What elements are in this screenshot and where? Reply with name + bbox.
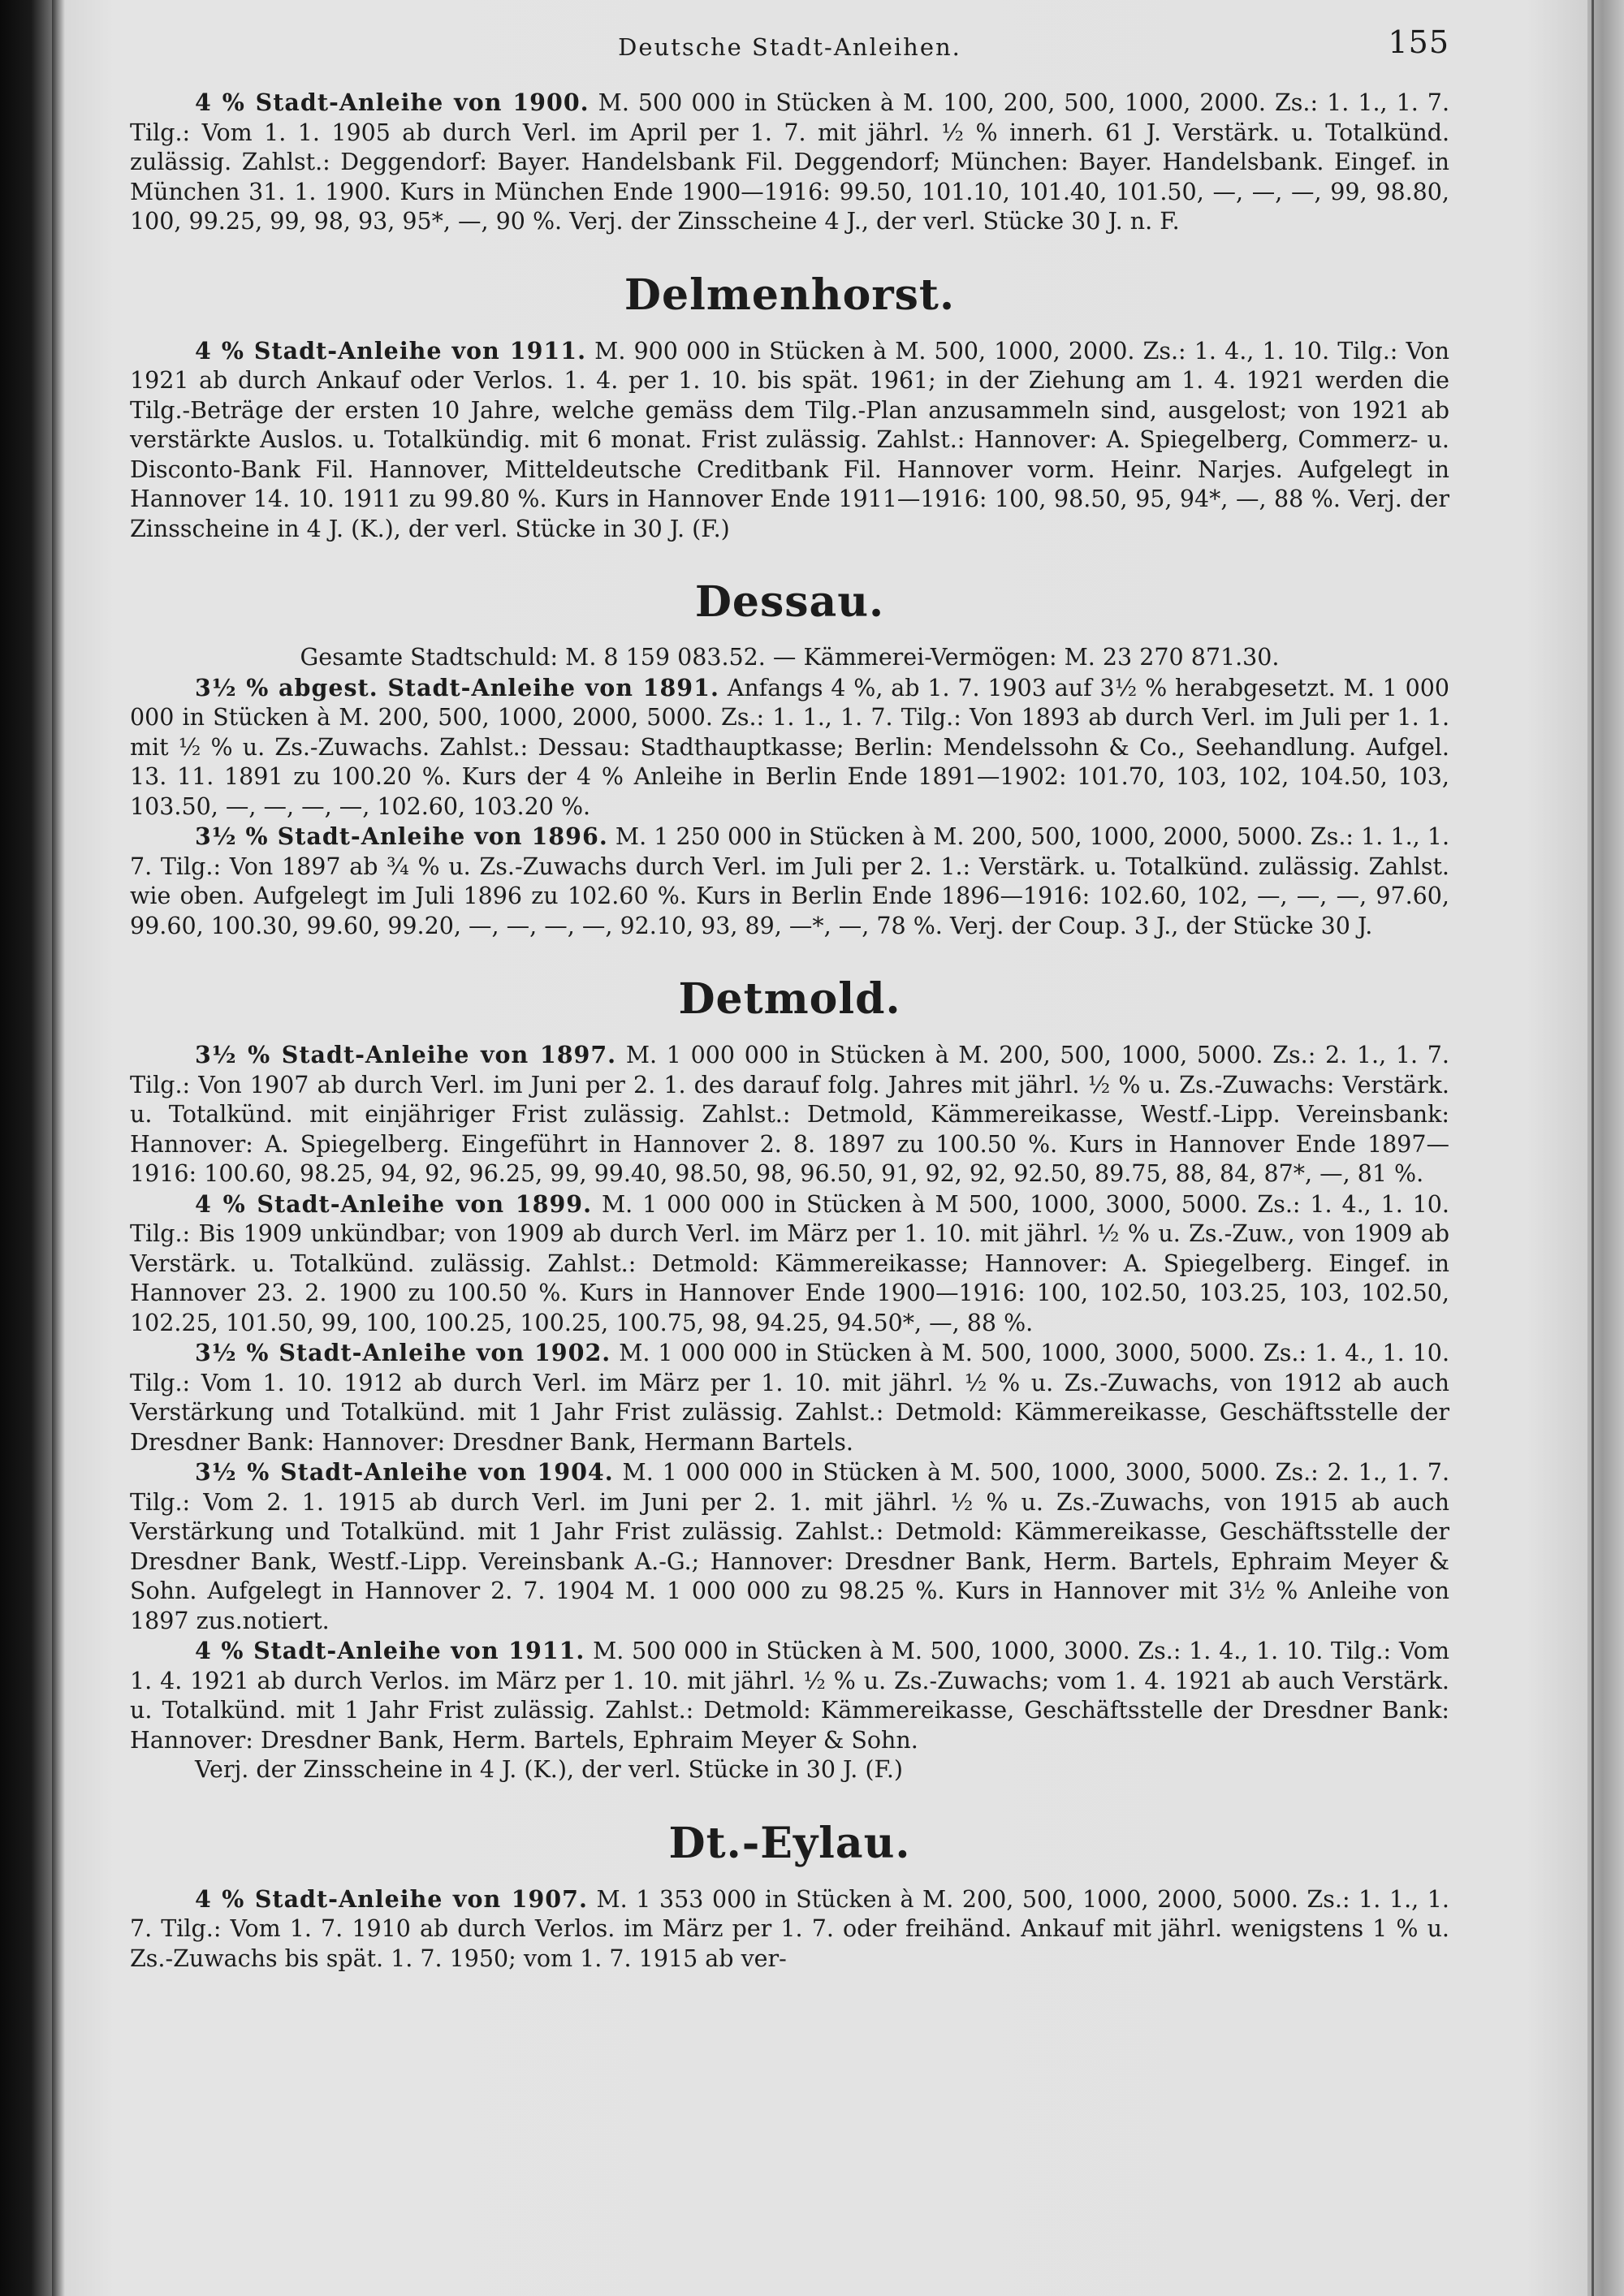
bond-entry — [130, 336, 1449, 545]
book-spine-shadow — [0, 0, 52, 2296]
bond-entry — [130, 1636, 1449, 1755]
bond-body: M. 1 250 000 in Stücken à M. 200, 500, 1000, 2000, 5000. Zs.: 1. 1., 1. 7. Tilg.: Von 1897 ab ¾ % u. Zs.-Zuwachs durch Verl. im Juli per 2. 1.: Verstärk. u. Totalkünd. zulässig. Zahlst. wie oben. Aufgelegt im Juli 1896 zu 102.60 %. Kurs in Berlin Ende 1896—1916: 102.60, 102, —, —, —, 97.60, 99.60, 100.30, 99.60, 99.20, —, —, —, —, 92.10, 93, 89, —*, —, 78 %. Verj. der Coup. 3 J., der Stücke 30 J. — [130, 823, 1450, 939]
bond-body: Anfangs 4 %, ab 1. 7. 1903 auf 3½ % herabgesetzt. M. 1 000 000 in Stücken à M. 200, 500, 1000, 2000, 5000. Zs.: 1. 1., 1. 7. Tilg.: Von 1893 ab durch Verl. im Juli per 1. 1. mit ½ % u. Zs.-Zuwachs. Zahlst.: Dessau: Stadthauptkasse; Berlin: Mendelssohn & Co., Seehandlung. Aufgel. 13. 11. 1891 zu 100.20 %. Kurs der 4 % Anleihe in Berlin Ende 1891—1902: 101.70, 103, 102, 104.50, 103, 103.50, —, —, —, —, 102.60, 103.20 %. — [130, 674, 1449, 820]
bond-title: 4 % Stadt-Anleihe von 1911. — [195, 1637, 585, 1664]
bond-entry — [130, 1189, 1449, 1339]
bond-title: 4 % Stadt-Anleihe von 1900. — [195, 88, 590, 116]
bond-body: M. 1 353 000 in Stücken à M. 200, 500, 1000, 2000, 5000. Zs.: 1. 1., 1. 7. Tilg.: Vom 1. 7. 1910 ab durch Verlos. im März per 1. 7. oder freihänd. Ankauf mit jährl. wenigstens 1 % u. Zs.-Zuwachs bis spät. 1. 7. 1950; vom 1. 7. 1915 ab ver- — [130, 1885, 1449, 1972]
bond-entry — [130, 1457, 1449, 1636]
bond-body: M. 1 000 000 in Stücken à M 500, 1000, 3000, 5000. Zs.: 1. 4., 1. 10. Tilg.: Bis 1909 unkündbar; von 1909 ab durch Verl. im März per 1. 10. mit jährl. ½ % u. Zs.-Zuw., von 1909 ab Verstärk. u. Totalkünd. zulässig. Zahlst.: Detmold: Kämmereikasse; Hannover: A. Spiegelberg. Eingef. in Hannover 23. 2. 1900 zu 100.50 %. Kurs in Hannover Ende 1900—1916: 100, 102.50, 103.25, 103, 102.50, 102.25, 101.50, 99, 100, 100.25, 100.25, 100.75, 98, 94.25, 94.50*, —, 88 %. — [130, 1190, 1449, 1336]
bond-title: 4 % Stadt-Anleihe von 1907. — [195, 1884, 588, 1913]
bond-entry — [130, 88, 1449, 237]
bond-entry — [130, 1338, 1449, 1457]
bond-entry — [130, 822, 1449, 941]
bond-body: M. 1 000 000 in Stücken à M. 500, 1000, 3000, 5000. Zs.: 1. 4., 1. 10. Tilg.: Vom 1. 10. 1912 ab durch Verl. im März per 1. 10. mit jährl. ½ % u. Zs.-Zuwachs, von 1912 ab auch Verstärkung und Totalkünd. mit 1 Jahr Frist zulässig. Zahlst.: Detmold: Kämmereikasse, Geschäftsstelle der Dresdner Bank: Hannover: Dresdner Bank, Hermann Bartels. — [130, 1340, 1450, 1456]
city-heading-dt-eylau: Dt.-Eylau. — [668, 1818, 911, 1868]
bond-title: 3½ % abgest. Stadt-Anleihe von 1891. — [195, 673, 719, 701]
bond-entry — [130, 1884, 1449, 1974]
city-heading-delmenhorst: Delmenhorst. — [624, 270, 956, 320]
running-header — [130, 24, 1449, 73]
city-heading-dessau: Dessau. — [694, 577, 885, 627]
bond-body: M. 500 000 in Stücken à M. 500, 1000, 3000. Zs.: 1. 4., 1. 10. Tilg.: Vom 1. 4. 1921 ab durch Verlos. im März per 1. 10. mit jährl. ½ % u. Zs.-Zuwachs; vom 1. 4. 1921 ab auch Verstärk. u. Totalkünd. mit 1 Jahr Frist zulässig. Zahlst.: Detmold: Kämmereikasse, Geschäftsstelle der Dresdner Bank: Hannover: Dresdner Bank, Herm. Bartels, Ephraim Meyer & Sohn. — [130, 1638, 1449, 1754]
bond-body: M. 500 000 in Stücken à M. 100, 200, 500, 1000, 2000. Zs.: 1. 1., 1. 7. Tilg.: Vom 1. 1. 1905 ab durch Verl. im April per 1. 7. mit jährl. ½ % innerh. 61 J. Verstärk. u. Totalkünd. zulässig. Zahlst.: Deggendorf: Bayer. Handelsbank Fil. Deggendorf; München: Bayer. Handelsbank. Eingef. in München 31. 1. 1900. Kurs in München Ende 1900—1916: 99.50, 101.10, 101.40, 101.50, —, —, —, 99, 98.80, 100, 99.25, 99, 98, 93, 95*, —, 90 %. Verj. der Zinsscheine 4 J., der verl. Stücke 30 J. n. F. — [130, 89, 1449, 235]
bond-body: M. 1 000 000 in Stücken à M. 200, 500, 1000, 5000. Zs.: 2. 1., 1. 7. Tilg.: Von 1907 ab durch Verl. im Juni per 2. 1. des darauf folg. Jahres mit jährl. ½ % u. Zs.-Zuwachs: Verstärk. u. Totalkünd. mit einjähriger Frist zulässig. Zahlst.: Detmold, Kämmereikasse, Westf.-Lipp. Vereinsbank: Hannover: A. Spiegelberg. Eingeführt in Hannover 2. 8. 1897 zu 100.50 %. Kurs in Hannover Ende 1897—1916: 100.60, 98.25, 94, 92, 96.25, 99, 99.40, 98.50, 98, 96.50, 91, 92, 92, 92.50, 89.75, 88, 84, 87*, —, 81 %. — [130, 1042, 1449, 1187]
city-summary: Gesamte Stadtschuld: M. 8 159 083.52. — Kämmerei-Vermögen: M. 23 270 871.30. — [300, 644, 1280, 671]
bond-title: 4 % Stadt-Anleihe von 1899. — [195, 1189, 593, 1218]
bond-entry — [130, 1040, 1449, 1189]
page-text-column — [130, 24, 1450, 1974]
bond-body: M. 1 000 000 in Stücken à M. 500, 1000, 3000, 5000. Zs.: 2. 1., 1. 7. Tilg.: Vom 2. 1. 1915 ab durch Verl. im Juni per 2. 1. mit jährl. ½ % u. Zs.-Zuwachs, von 1915 ab auch Verstärkung und Totalkünd. mit 1 Jahr Frist zulässig. Zahlst.: Detmold: Kämmereikasse, Geschäftsstelle der Dresdner Bank, Westf.-Lipp. Vereinsbank A.-G.; Hannover: Dresdner Bank, Herm. Bartels, Ephraim Meyer & Sohn. Aufgelegt in Hannover 2. 7. 1904 M. 1 000 000 zu 98.25 %. Kurs in Hannover mit 3½ % Anleihe von 1897 zus.notiert. — [130, 1459, 1450, 1634]
bond-title: 3½ % Stadt-Anleihe von 1904. — [195, 1458, 614, 1486]
city-heading-detmold: Detmold. — [678, 974, 901, 1024]
bond-title: 3½ % Stadt-Anleihe von 1896. — [195, 822, 608, 850]
bond-body: M. 900 000 in Stücken à M. 500, 1000, 2000. Zs.: 1. 4., 1. 10. Tilg.: Von 1921 ab durch Ankauf oder Verlos. 1. 4. per 1. 10. bis spät. 1961; in der Ziehung am 1. 4. 1921 werden die Tilg.-Beträge der ersten 10 Jahre, welche gemäss dem Tilg.-Plan anzusammeln sind, ausgelost; von 1921 ab verstärkte Auslos. u. Totalkündig. mit 6 monat. Frist zulässig. Zahlst.: Hannover: A. Spiegelberg, Commerz- u. Disconto-Bank Fil. Hannover, Mitteldeutsche Creditbank Fil. Hannover vorm. Heinr. Narjes. Aufgelegt in Hannover 14. 10. 1911 zu 99.80 %. Kurs in Hannover Ende 1911—1916: 100, 98.50, 95, 94*, —, 88 %. Verj. der Zinsscheine in 4 J. (K.), der verl. Stücke in 30 J. (F.) — [130, 337, 1449, 542]
bond-title: 3½ % Stadt-Anleihe von 1902. — [195, 1339, 611, 1366]
running-title: Deutsche Stadt-Anleihen. — [618, 33, 961, 61]
bond-title: 4 % Stadt-Anleihe von 1911. — [195, 336, 587, 365]
bond-entry — [130, 673, 1449, 822]
page-number: 155 — [1388, 24, 1449, 60]
footnote: Verj. der Zinsscheine in 4 J. (K.), der verl. Stücke in 30 J. (F.) — [195, 1756, 903, 1783]
page-edge-line — [1592, 0, 1594, 2296]
bond-title: 3½ % Stadt-Anleihe von 1897. — [195, 1041, 617, 1068]
